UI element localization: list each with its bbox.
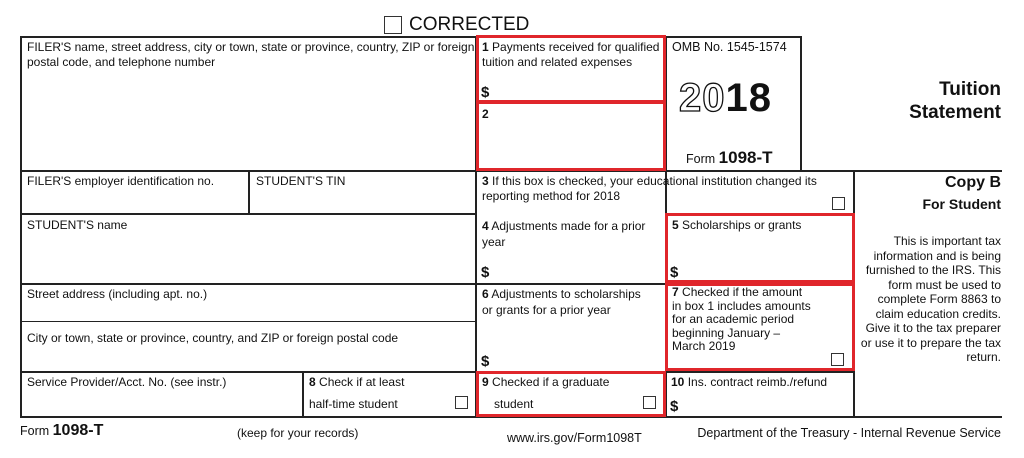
form-name-header: Form 1098-T bbox=[686, 148, 773, 167]
filer-ein-label: FILER'S employer identification no. bbox=[27, 174, 215, 188]
tax-year-bold: 18 bbox=[725, 76, 772, 120]
box5-highlight bbox=[665, 213, 855, 283]
box6-label: 6 Adjustments to scholarships or grants for a prior year bbox=[482, 287, 641, 317]
box6-dollar: $ bbox=[481, 353, 490, 370]
box9-highlight bbox=[476, 371, 666, 417]
box7-highlight bbox=[665, 283, 855, 371]
filer-name-label: FILER'S name, street address, city or town, state or province, country, ZIP or foreign postal code, and telephone number bbox=[27, 40, 475, 69]
box2-highlight bbox=[476, 101, 666, 171]
copy-b-title: Copy B bbox=[945, 174, 1001, 191]
box2-label: 2 bbox=[482, 107, 489, 121]
box3-label: 3 If this box is checked, your educational institution changed its reporting method for 2018 bbox=[482, 174, 817, 203]
box10-label: 10 Ins. contract reimb./refund bbox=[671, 375, 828, 389]
box3-checkbox[interactable] bbox=[832, 197, 845, 210]
box1-highlight bbox=[476, 35, 666, 103]
box4-dollar: $ bbox=[481, 264, 490, 281]
tax-year-outline: 20 bbox=[679, 76, 726, 120]
box8-label: 8 Check if at least bbox=[309, 375, 405, 389]
corrected-label: CORRECTED bbox=[409, 14, 530, 35]
box9-label-2: student bbox=[494, 397, 534, 411]
tax-year bbox=[679, 76, 772, 121]
box1-dollar: $ bbox=[481, 84, 490, 101]
copy-b-subtitle: For Student bbox=[922, 196, 1001, 212]
service-provider-label: Service Provider/Acct. No. (see instr.) bbox=[27, 375, 227, 389]
box7-label: 7 Checked if the amount in box 1 includes amounts for an academic period beginning January – March 2019 bbox=[672, 285, 811, 353]
footer-department: Department of the Treasury - Internal Revenue Service bbox=[697, 426, 1001, 440]
box4-label: 4 Adjustments made for a prior year bbox=[482, 219, 646, 249]
student-name-label: STUDENT'S name bbox=[27, 218, 128, 232]
footer-form-name: Form 1098-T bbox=[20, 422, 104, 439]
box10-dollar: $ bbox=[670, 398, 679, 415]
city-label: City or town, state or province, country, and ZIP or foreign postal code bbox=[27, 331, 399, 345]
box9-label: 9 Checked if a graduate bbox=[482, 375, 610, 389]
footer-url[interactable]: www.irs.gov/Form1098T bbox=[507, 431, 642, 445]
box1-label: 1 Payments received for qualified tuition and related expenses bbox=[482, 40, 660, 69]
box5-dollar: $ bbox=[670, 264, 679, 281]
box8-label-2: half-time student bbox=[309, 397, 398, 411]
box5-label: 5 Scholarships or grants bbox=[672, 218, 802, 232]
form-title: Tuition Statement bbox=[909, 79, 1001, 123]
student-tin-label: STUDENT'S TIN bbox=[256, 174, 346, 188]
copy-b-note: This is important tax information and is being furnished to the IRS. This form must be used to complete Form 8863 to claim education credits. Give it to the tax preparer or use it to prepare the tax return. bbox=[860, 234, 1001, 364]
corrected-checkbox[interactable] bbox=[384, 16, 402, 34]
street-address-label: Street address (including apt. no.) bbox=[27, 287, 208, 301]
footer-keep-note: (keep for your records) bbox=[237, 426, 359, 440]
box8-checkbox[interactable] bbox=[455, 396, 468, 409]
omb-number: OMB No. 1545-1574 bbox=[672, 40, 787, 54]
